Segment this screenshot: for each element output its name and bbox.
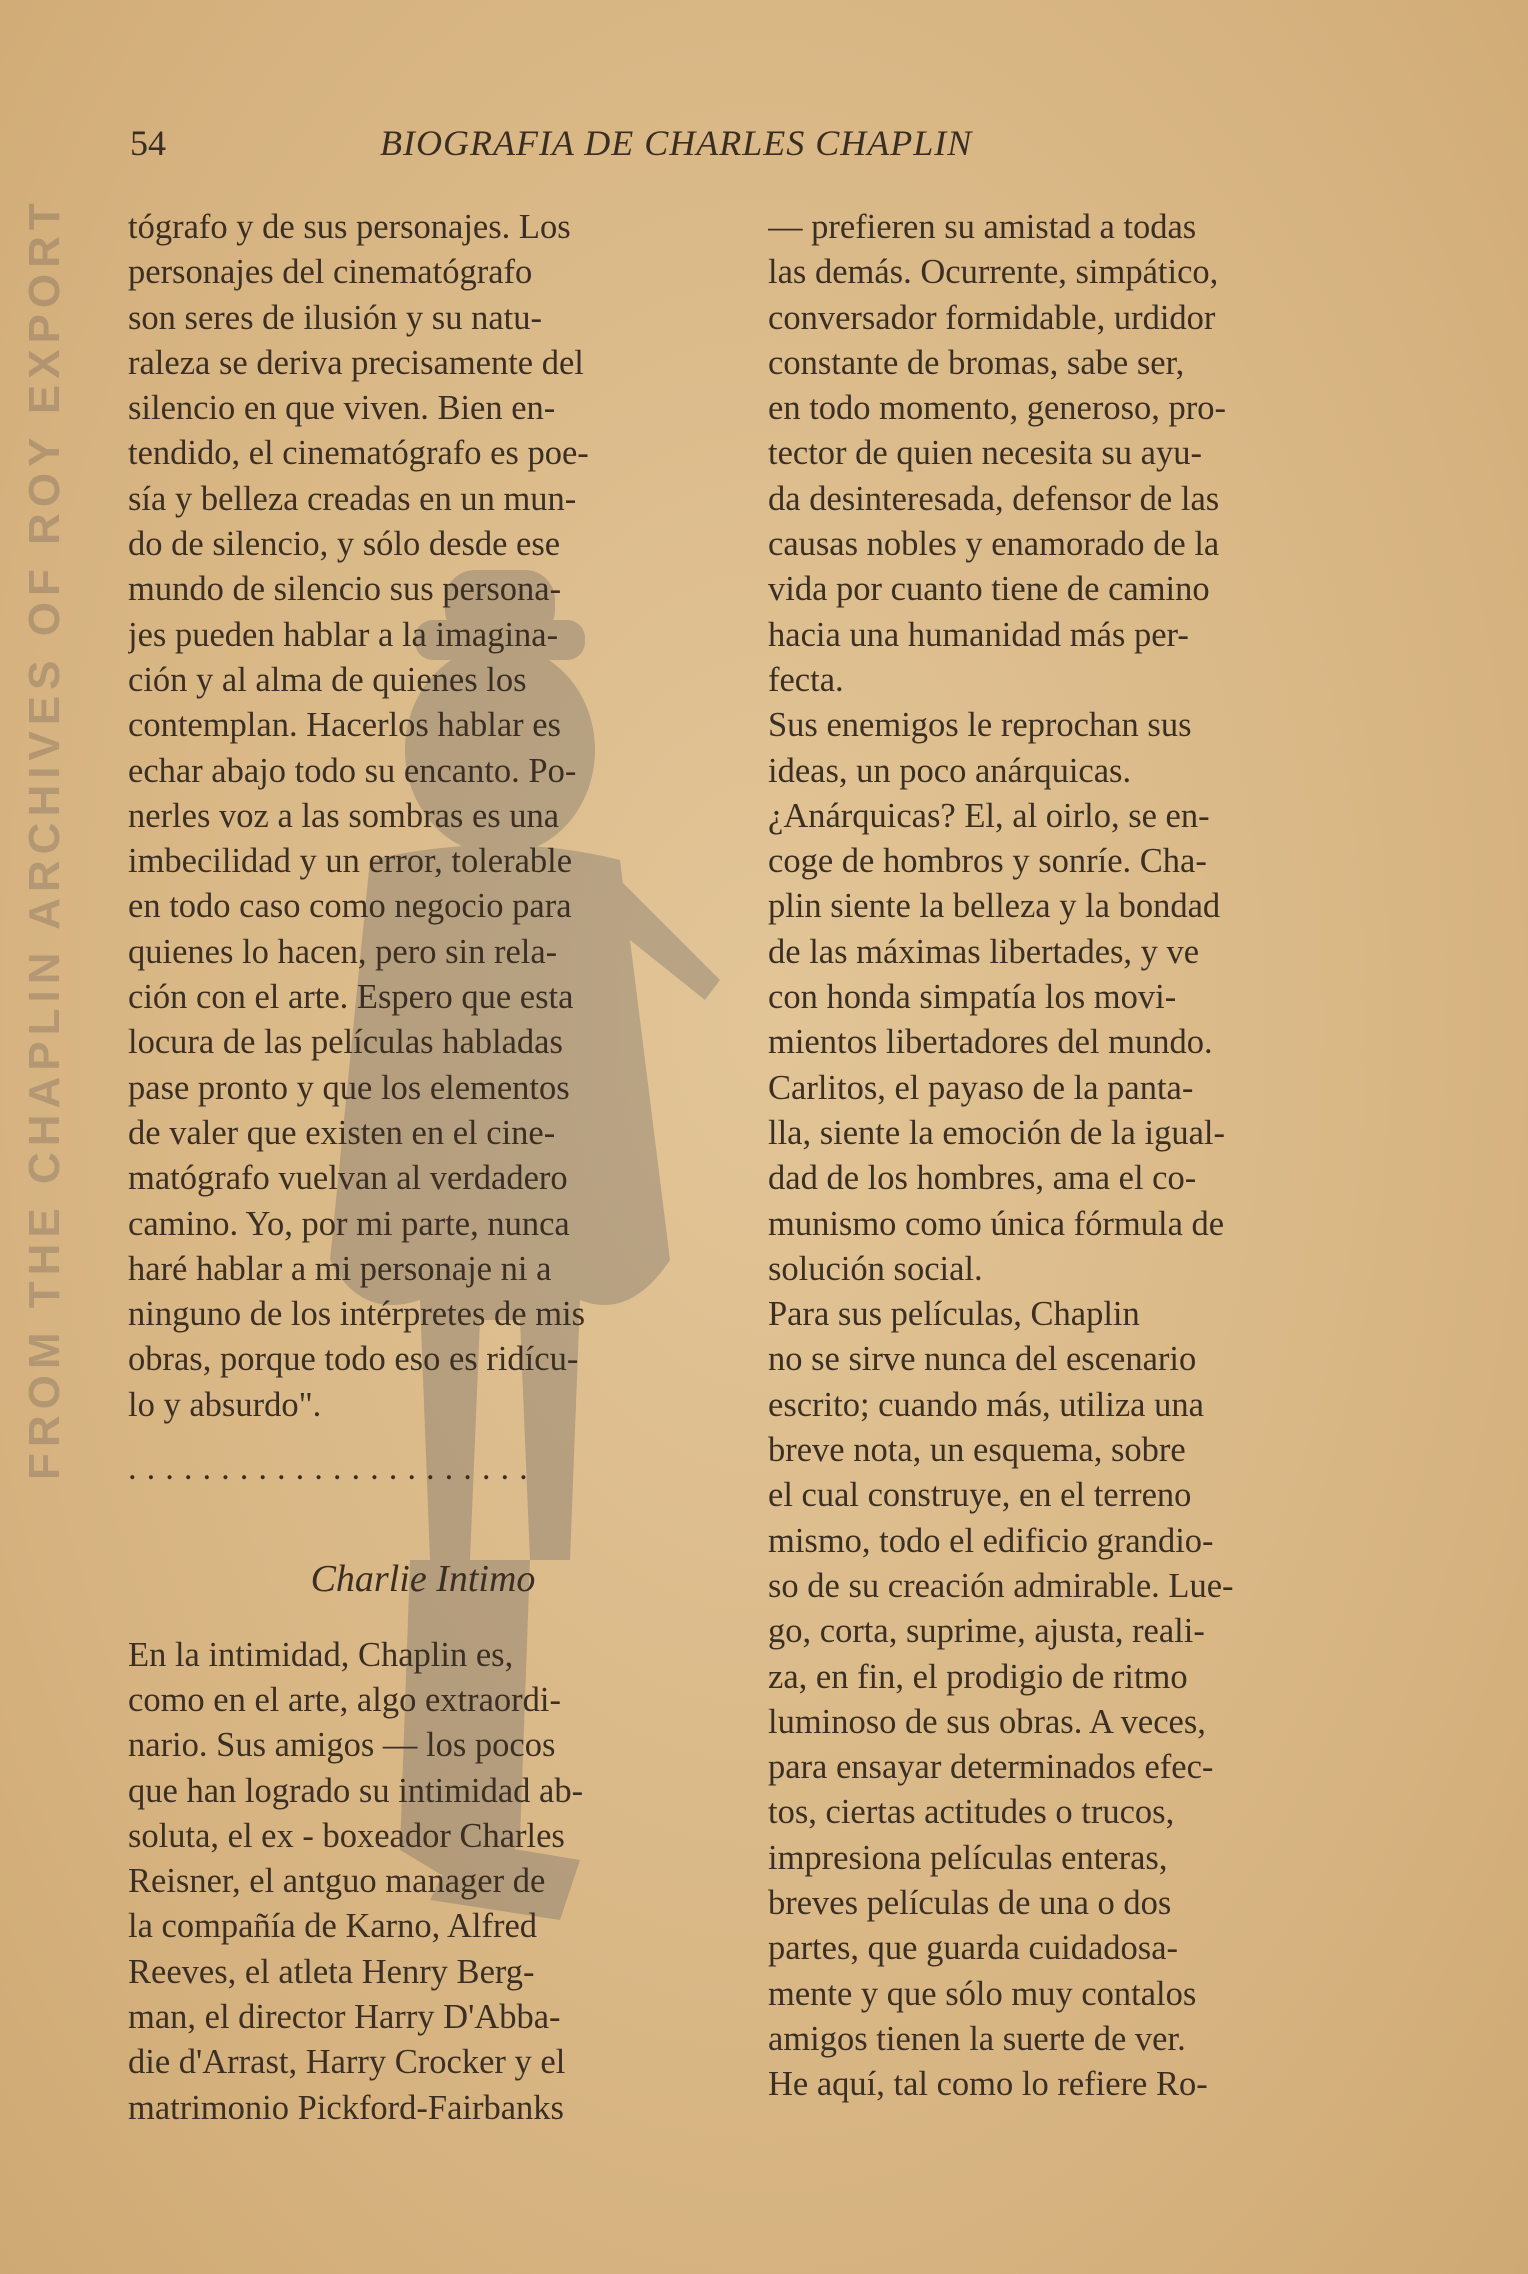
text-line: En la intimidad, Chaplin es, — [128, 1635, 514, 1674]
text-line: pase pronto y que los elementos — [128, 1068, 570, 1107]
text-line: matógrafo vuelvan al verdadero — [128, 1159, 568, 1198]
text-line: el cual construye, en el terreno — [768, 1476, 1192, 1515]
text-line: ideas, un poco anárquicas. — [768, 751, 1132, 790]
archive-watermark-text: FROM THE CHAPLIN ARCHIVES OF ROY EXPORT — [20, 197, 69, 1480]
dotted-separator: ...................... — [128, 1449, 538, 1488]
text-line: matrimonio Pickford-Fairbanks — [128, 2088, 564, 2127]
text-line: camino. Yo, por mi parte, nunca — [128, 1204, 570, 1243]
text-line: Sus enemigos le reprochan sus — [768, 706, 1192, 745]
text-line: con honda simpatía los movi- — [768, 978, 1177, 1017]
text-line: tos, ciertas actitudes o trucos, — [768, 1793, 1175, 1832]
text-line: que han logrado su intimidad ab- — [128, 1771, 584, 1810]
text-line: sía y belleza creadas en un mun- — [128, 479, 577, 518]
text-line: en todo caso como negocio para — [128, 887, 572, 926]
text-line: lo y absurdo". — [128, 1385, 322, 1424]
text-line: de las máximas libertades, y ve — [768, 932, 1200, 971]
text-line: solución social. — [768, 1249, 983, 1288]
text-line: man, el director Harry D'Abba- — [128, 1997, 561, 2036]
text-line: nario. Sus amigos — los pocos — [128, 1726, 556, 1765]
text-line: jes pueden hablar a la imagina- — [128, 615, 559, 654]
text-line: de valer que existen en el cine- — [128, 1113, 556, 1152]
right-column — [768, 205, 1358, 2107]
text-line: no se sirve nunca del escenario — [768, 1340, 1197, 1379]
text-line: tógrafo y de sus personajes. Los — [128, 208, 571, 246]
text-line: en todo momento, generoso, pro- — [768, 389, 1226, 428]
text-line: las demás. Ocurrente, simpático, — [768, 253, 1219, 292]
text-line: son seres de ilusión y su natu- — [128, 298, 542, 337]
text-line: die d'Arrast, Harry Crocker y el — [128, 2043, 566, 2082]
text-line: ción con el arte. Espero que esta — [128, 978, 574, 1017]
text-line: constante de bromas, sabe ser, — [768, 343, 1185, 382]
text-line: raleza se deriva precisamente del — [128, 343, 584, 382]
text-line: breve nota, un esquema, sobre — [768, 1431, 1186, 1470]
text-line: do de silencio, y sólo desde ese — [128, 525, 561, 564]
running-title: BIOGRAFIA DE CHARLES CHAPLIN — [380, 123, 973, 163]
text-line: dad de los hombres, ama el co- — [768, 1159, 1197, 1198]
text-line: go, corta, suprime, ajusta, reali- — [768, 1612, 1205, 1651]
text-line: amigos tienen la suerte de ver. — [768, 2019, 1186, 2058]
text-line: Reeves, el atleta Henry Berg- — [128, 1952, 535, 1991]
text-line: como en el arte, algo extraordi- — [128, 1680, 561, 1719]
text-line: locura de las películas habladas — [128, 1023, 563, 1062]
text-line: Reisner, el antguo manager de — [128, 1862, 546, 1901]
text-line: soluta, el ex - boxeador Charles — [128, 1816, 565, 1855]
text-line: hacia una humanidad más per- — [768, 615, 1189, 654]
text-line: la compañía de Karno, Alfred — [128, 1907, 538, 1946]
text-line: obras, porque todo eso es ridícu- — [128, 1340, 579, 1379]
text-line: tendido, el cinematógrafo es poe- — [128, 434, 589, 473]
text-line: fecta. — [768, 660, 844, 699]
text-line: Para sus películas, Chaplin — [768, 1295, 1140, 1334]
text-line: impresiona películas enteras, — [768, 1838, 1168, 1877]
text-line: so de su creación admirable. Lue- — [768, 1566, 1234, 1605]
text-line: breves películas de una o dos — [768, 1883, 1172, 1922]
text-line: mente y que sólo muy contalos — [768, 1974, 1197, 2013]
text-line: ción y al alma de quienes los — [128, 660, 527, 699]
text-line: personajes del cinematógrafo — [128, 253, 533, 292]
text-line: nerles voz a las sombras es una — [128, 796, 560, 835]
text-line: ninguno de los intérpretes de mis — [128, 1295, 586, 1334]
text-line: conversador formidable, urdidor — [768, 298, 1216, 337]
text-line: ¿Anárquicas? El, al oirlo, se en- — [768, 796, 1210, 835]
text-line: coge de hombros y sonríe. Cha- — [768, 842, 1207, 881]
page-header — [130, 122, 1370, 182]
text-line: He aquí, tal como lo refiere Ro- — [768, 2065, 1208, 2104]
text-line: imbecilidad y un error, tolerable — [128, 842, 573, 881]
text-line: contemplan. Hacerlos hablar es — [128, 706, 561, 745]
text-line: mientos libertadores del mundo. — [768, 1023, 1213, 1062]
section-heading: Charlie Intimo — [310, 1558, 536, 1601]
text-line: za, en fin, el prodigio de ritmo — [768, 1657, 1188, 1696]
text-line: mundo de silencio sus persona- — [128, 570, 562, 609]
left-column — [128, 205, 718, 2131]
text-line: echar abajo todo su encanto. Po- — [128, 751, 577, 790]
text-line: da desinteresada, defensor de las — [768, 479, 1220, 518]
text-line: munismo como única fórmula de — [768, 1204, 1225, 1243]
text-line: silencio en que viven. Bien en- — [128, 389, 556, 428]
text-line: vida por cuanto tiene de camino — [768, 570, 1210, 609]
text-line: lla, siente la emoción de la igual- — [768, 1113, 1225, 1152]
text-line: mismo, todo el edificio grandio- — [768, 1521, 1214, 1560]
text-line: haré hablar a mi personaje ni a — [128, 1249, 552, 1288]
text-line: causas nobles y enamorado de la — [768, 525, 1220, 564]
text-line: Carlitos, el payaso de la panta- — [768, 1068, 1194, 1107]
text-line: — prefieren su amistad a todas — [768, 208, 1197, 246]
text-line: escrito; cuando más, utiliza una — [768, 1385, 1204, 1424]
text-line: tector de quien necesita su ayu- — [768, 434, 1202, 473]
text-line: para ensayar determinados efec- — [768, 1748, 1214, 1787]
page-number: 54 — [130, 123, 166, 163]
text-line: luminoso de sus obras. A veces, — [768, 1702, 1206, 1741]
text-line: quienes lo hacen, pero sin rela- — [128, 932, 558, 971]
text-line: partes, que guarda cuidadosa- — [768, 1929, 1178, 1968]
text-line: plin siente la belleza y la bondad — [768, 887, 1221, 926]
